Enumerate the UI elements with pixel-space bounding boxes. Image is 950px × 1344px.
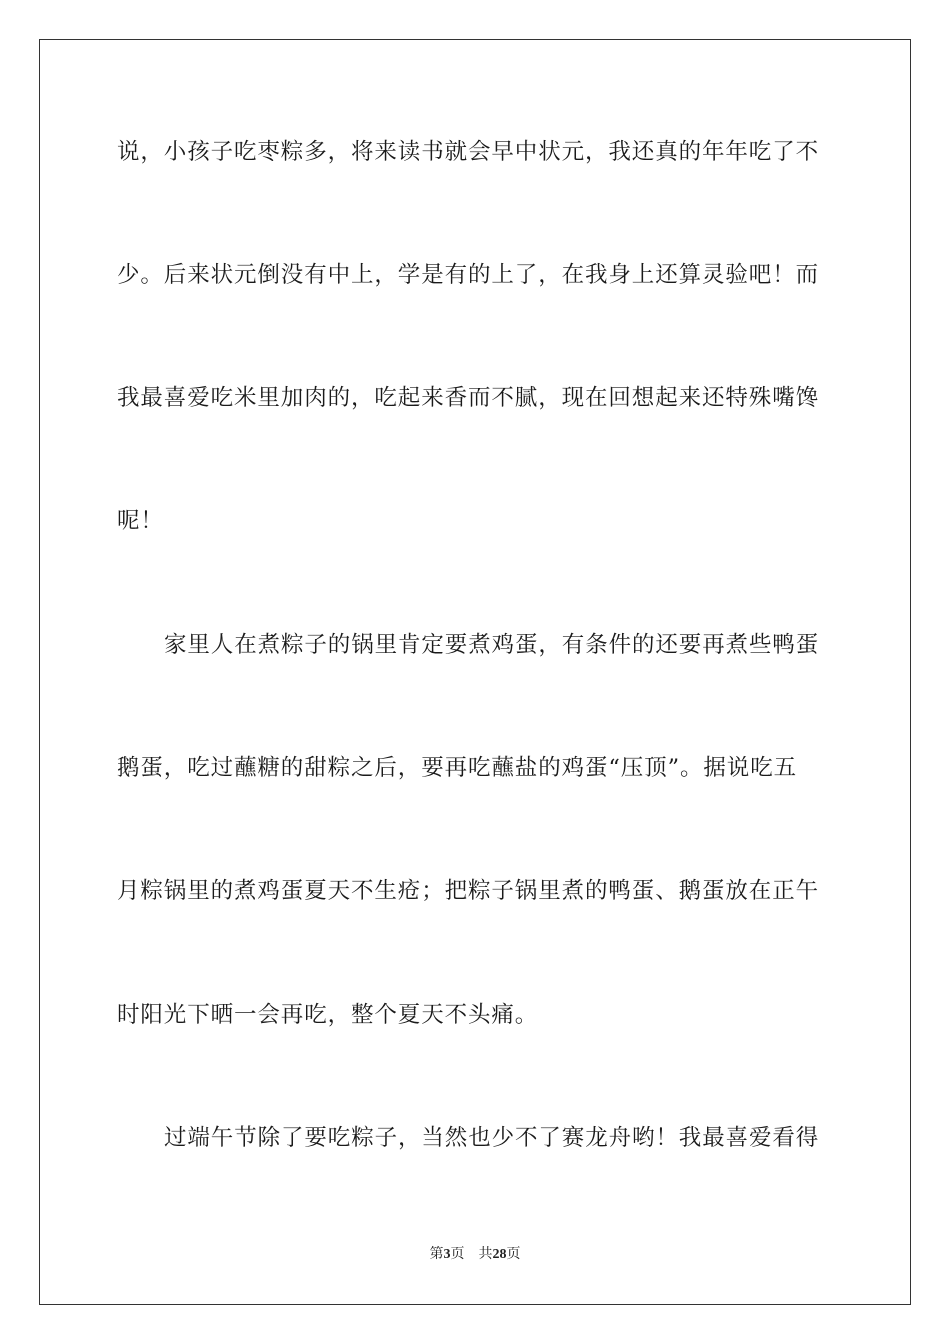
page-border: [39, 39, 911, 1305]
text-line: 呢！: [117, 508, 164, 534]
page-footer: [0, 1245, 950, 1264]
total-prefix: 共: [478, 1246, 493, 1262]
page-prefix: 第: [429, 1246, 444, 1262]
total-suffix: 页: [506, 1246, 521, 1262]
text-line: 少。后来状元倒没有中上，学是有的上了，在我身上还算灵验吧！而: [117, 262, 820, 288]
text-line: 时阳光下晒一会再吃，整个夏天不头痛。: [117, 1002, 539, 1028]
text-line: 鹅蛋，吃过蘸糖的甜粽之后，要再吃蘸盐的鸡蛋“压顶”。据说吃五: [117, 755, 798, 781]
page-suffix: 页: [450, 1246, 465, 1262]
total-pages: 28: [492, 1247, 507, 1262]
text-line: 过端午节除了要吃粽子，当然也少不了赛龙舟哟！我最喜爱看得: [164, 1125, 820, 1151]
text-line: 月粽锅里的煮鸡蛋夏天不生疮；把粽子锅里煮的鸭蛋、鹅蛋放在正午: [117, 878, 820, 904]
page-number: 3: [443, 1247, 451, 1262]
text-line: 家里人在煮粽子的锅里肯定要煮鸡蛋，有条件的还要再煮些鸭蛋: [164, 632, 820, 658]
text-line: 说，小孩子吃枣粽多，将来读书就会早中状元，我还真的年年吃了不: [117, 139, 820, 165]
text-line: 我最喜爱吃米里加肉的，吃起来香而不腻，现在回想起来还特殊嘴馋: [117, 385, 820, 411]
